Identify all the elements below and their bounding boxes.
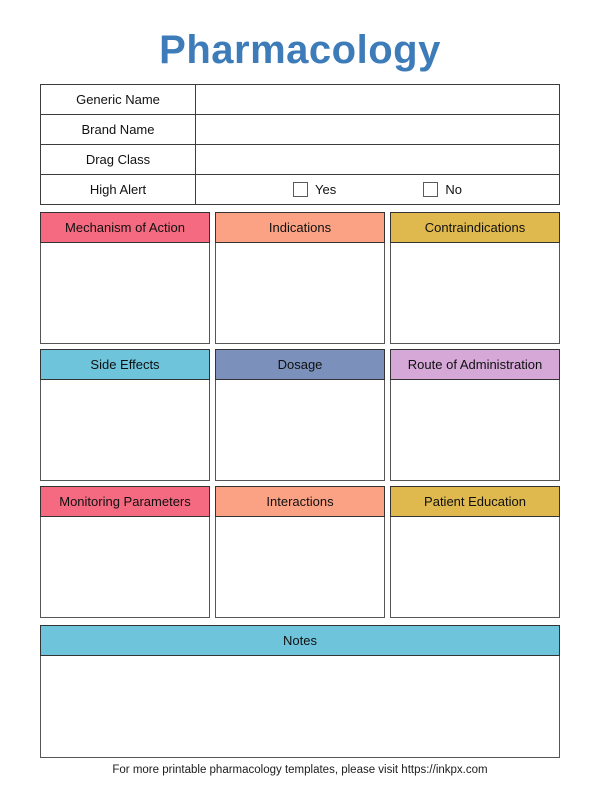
section-header: Route of Administration [390, 349, 560, 380]
monitoring-parameters-input[interactable] [40, 517, 210, 618]
section-header: Monitoring Parameters [40, 486, 210, 517]
notes-section [40, 625, 560, 758]
brand-name-label: Brand Name [41, 115, 196, 145]
yes-checkbox[interactable] [293, 182, 308, 197]
footer-text: For more printable pharmacology templates, please visit https://inkpx.com [112, 764, 488, 776]
drag-class-input[interactable] [196, 145, 560, 175]
section-header: Interactions [215, 486, 385, 517]
table-row [41, 145, 560, 175]
section-header: Dosage [215, 349, 385, 380]
section-monitoring-parameters [40, 486, 210, 618]
section-header: Patient Education [390, 486, 560, 517]
section-header: Contraindications [390, 212, 560, 243]
table-row [41, 115, 560, 145]
section-header: Mechanism of Action [40, 212, 210, 243]
side-effects-input[interactable] [40, 380, 210, 481]
section-patient-education [390, 486, 560, 618]
table-row [41, 85, 560, 115]
section-route-of-administration [390, 349, 560, 481]
section-grid [40, 212, 560, 618]
high-alert-yes-group [293, 182, 336, 197]
high-alert-label: High Alert [41, 175, 196, 205]
section-interactions [215, 486, 385, 618]
section-indications [215, 212, 385, 344]
section-header: Indications [215, 212, 385, 243]
section-mechanism-of-action [40, 212, 210, 344]
notes-header: Notes [40, 625, 560, 656]
notes-input[interactable] [40, 656, 560, 758]
drug-info-table [40, 84, 560, 205]
section-side-effects [40, 349, 210, 481]
page-title: Pharmacology [159, 28, 441, 72]
indications-input[interactable] [215, 243, 385, 344]
no-checkbox-label: No [445, 182, 462, 197]
interactions-input[interactable] [215, 517, 385, 618]
dosage-input[interactable] [215, 380, 385, 481]
contraindications-input[interactable] [390, 243, 560, 344]
section-header: Side Effects [40, 349, 210, 380]
generic-name-input[interactable] [196, 85, 560, 115]
section-contraindications [390, 212, 560, 344]
drag-class-label: Drag Class [41, 145, 196, 175]
high-alert-options [196, 175, 560, 205]
no-checkbox[interactable] [423, 182, 438, 197]
brand-name-input[interactable] [196, 115, 560, 145]
generic-name-label: Generic Name [41, 85, 196, 115]
section-dosage [215, 349, 385, 481]
high-alert-no-group [423, 182, 462, 197]
table-row [41, 175, 560, 205]
yes-checkbox-label: Yes [315, 182, 337, 197]
mechanism-of-action-input[interactable] [40, 243, 210, 344]
patient-education-input[interactable] [390, 517, 560, 618]
route-of-administration-input[interactable] [390, 380, 560, 481]
